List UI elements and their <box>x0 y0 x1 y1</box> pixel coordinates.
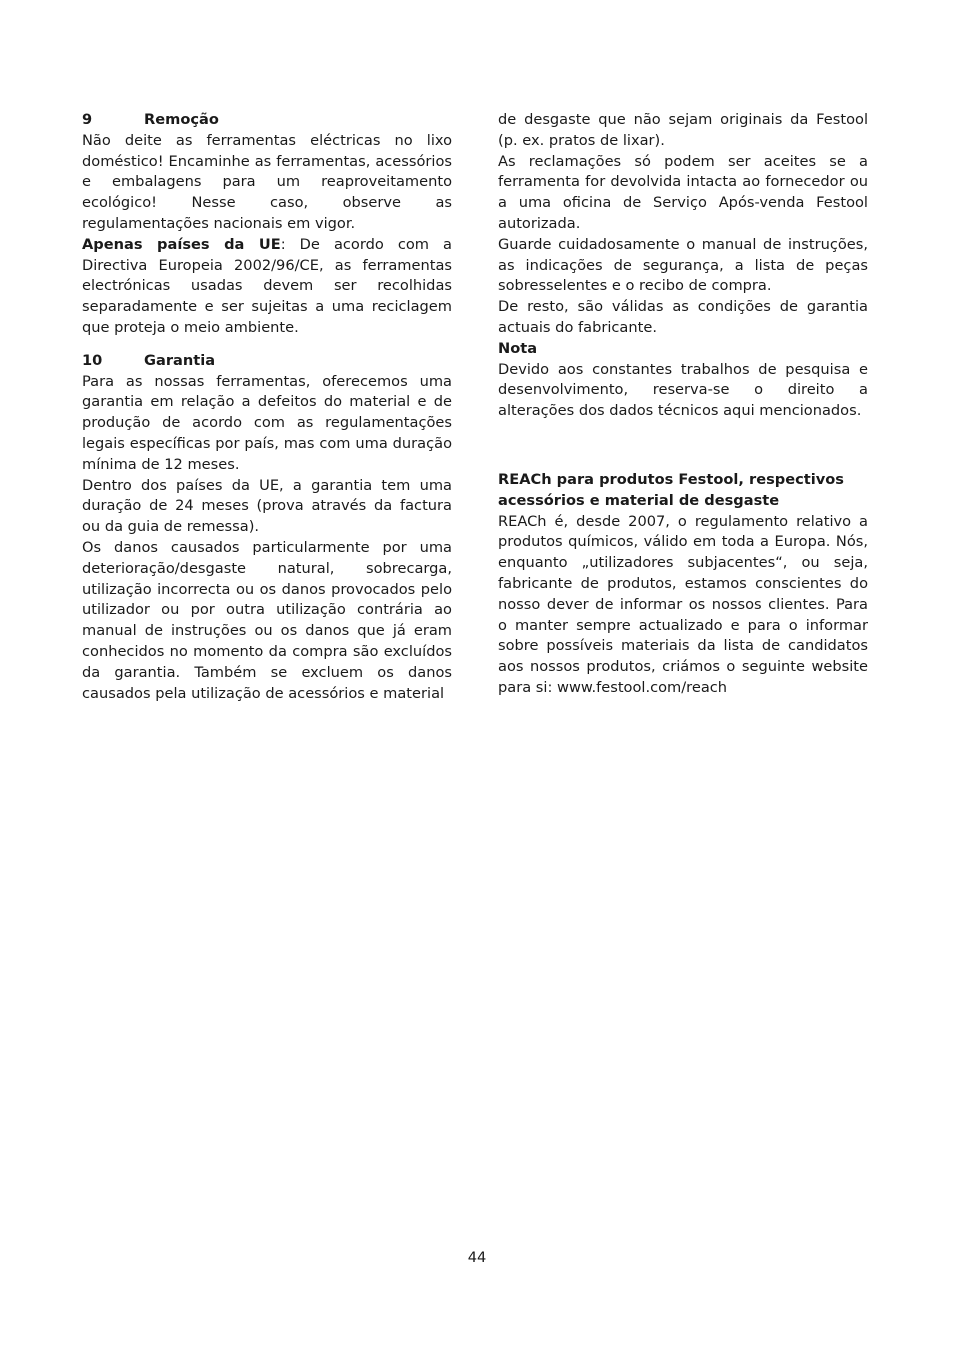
eu-only-text: : De acordo com a Directiva Europeia 2002/96/CE, as ferramentas electrónicas usadas devem ser recolhidas separadamente e ser sujeitas a uma reciclagem que proteja o meio ambiente. <box>82 235 452 336</box>
section-10-paragraph-2: Dentro dos países da UE, a garantia tem uma duração de 24 meses (prova através da factura ou da guia de remessa). <box>82 476 452 536</box>
note-title: Nota <box>498 339 538 357</box>
eu-only-label: Apenas países da UE <box>82 235 281 253</box>
warranty-continuation: de desgaste que não sejam originais da Festool (p. ex. pratos de lixar). <box>498 111 868 149</box>
section-9-paragraph-1: Não deite as ferramentas eléctricas no lixo doméstico! Encaminhe as ferramentas, acessórios e embalagens para um reaproveitamento ecológico! Nesse caso, observe as regulamentações nacionais em vigor. <box>82 131 452 232</box>
section-9-paragraph-2 <box>82 235 452 339</box>
section-10-title: Garantia <box>144 351 216 369</box>
section-10-heading <box>82 351 452 372</box>
section-10-paragraph-1: Para as nossas ferramentas, oferecemos uma garantia em relação a defeitos do material e de produção de acordo com as regulamentações legais específicas por país, mas com uma duração mínima de 12 meses. <box>82 372 452 473</box>
section-9-number: 9 <box>82 111 93 128</box>
warranty-keep-documents: Guarde cuidadosamente o manual de instruções, as indicações de segurança, a lista de peças sobresselentes e o recibo de compra. <box>498 235 868 295</box>
page-number: 44 <box>467 1249 487 1266</box>
reach-text: REACh é, desde 2007, o regulamento relativo a produtos químicos, válido em toda a Europa. Nós, enquanto „utilizadores subjacentes“, ou seja, fabricante de produtos, estamos conscientes do nosso dever de informar os nossos clientes. Para o manter sempre actualizado e para o informar sobre possíveis materiais da lista de candidatos aos nossos produtos, criámos o seguinte website para si: www.festool.com/reach <box>498 512 868 696</box>
section-10-paragraph-3: Os danos causados particularmente por uma deterioração/desgaste natural, sobrecarga, utilização incorrecta ou os danos provocados pelo utilizador ou por outra utilização contrária ao manual de instruções ou os danos que já eram conhecidos no momento da compra são excluídos da garantia. Também se excluem os danos causados pela utilização de acessórios e material <box>82 538 452 702</box>
note-text: Devido aos constantes trabalhos de pesquisa e desenvolvimento, reserva-se o direito a alterações dos dados técnicos aqui mencionados. <box>498 360 868 420</box>
section-10-number: 10 <box>82 351 103 369</box>
reach-title: REACh para produtos Festool, respectivos acessórios e material de desgaste <box>498 470 844 509</box>
section-9-title: Remoção <box>144 111 219 128</box>
section-9-heading <box>82 110 452 131</box>
left-column <box>82 110 452 704</box>
right-column <box>498 110 868 699</box>
warranty-conditions: De resto, são válidas as condições de garantia actuais do fabricante. <box>498 298 868 336</box>
warranty-claims: As reclamações só podem ser aceites se a ferramenta for devolvida intacta ao fornecedor ou a uma oficina de Serviço Após-venda Festool autorizada. <box>498 152 868 232</box>
